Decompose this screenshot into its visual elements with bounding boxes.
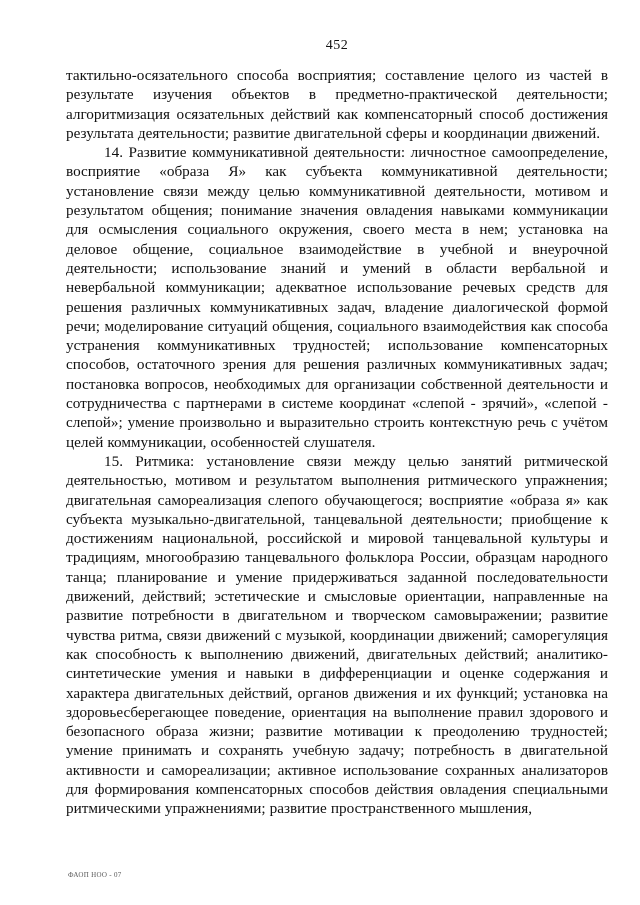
paragraph-rhythmics: 15. Ритмика: установление связи между целью занятий ритмической деятельностью, мотивом и результатом выполнения ритмического упражнения; двигательная самореализация слепого обучающегося; восприятие «образа я» как субъекта музыкально-двигательной, танцевальной деятельности; приобщение к достижениям национальной, российской и мировой танцевальной культуры и традициям, многообразию танцевального фольклора России, образцам народного танца; планирование и умение придерживаться заданной последовательности движений, действий; эстетические и смысловые ориентации, направленные на развитие потребности в двигательном и творческом самовыражении; развитие чувства ритма, связи движений с музыкой, координации движений; саморегуляция как способность к выполнению движений, двигательных действий; аналитико-синтетические умения и навыки в дифференциации и оценке содержания и характера двигательных действий, органов движения и их функций; установка на здоровьесберегающее поведение, ориентация на выполнение правил здорового и безопасного образа жизни; развитие мотивации к преодолению трудностей; умение принимать и сохранять учебную задачу; потребность в двигательной активности и самореализации; активное использование сохранных анализаторов для формирования компенсаторных способов действия овладения специальными ритмическими упражнениями; развитие пространственного мышления, (66, 452, 608, 818)
page-number: 452 (325, 38, 349, 53)
paragraph-communication: 14. Развитие коммуникативной деятельности: личностное самоопределение, восприятие «образа Я» как субъекта коммуникативной деятельности; установление связи между целью коммуникативной деятельности, мотивом и результатом общения; понимание значения овладения навыками коммуникации для осмысления социального окружения, своего места в нем; установка на деловое общение, социальное взаимодействие в учебной и внеурочной деятельности; использование знаний и умений в области вербальной и невербальной коммуникации; адекватное использование речевых средств для решения различных коммуникативных задач, владение диалогической формой речи; моделирование ситуаций общения, социального взаимодействия как способа устранения коммуникативных трудностей; использование компенсаторных способов, остаточного зрения для решения различных коммуникативных задач; постановка вопросов, необходимых для организации собственной деятельности и сотрудничества с партнерами в системе координат «слепой - зрячий», «слепой - слепой»; умение произвольно и выразительно строить контекстную речь с учётом целей коммуникации, особенностей слушателя. (66, 144, 608, 451)
paragraph-continuation: тактильно-осязательного способа восприятия; составление целого из частей в результате изучения объектов в предметно-практической деятельности; алгоритмизация осязательных действий как компенсаторный способ достижения результата деятельности; развитие двигательной сферы и координации движений. (66, 67, 608, 142)
footer-stamp: ФАОП НОО - 07 (68, 871, 122, 879)
